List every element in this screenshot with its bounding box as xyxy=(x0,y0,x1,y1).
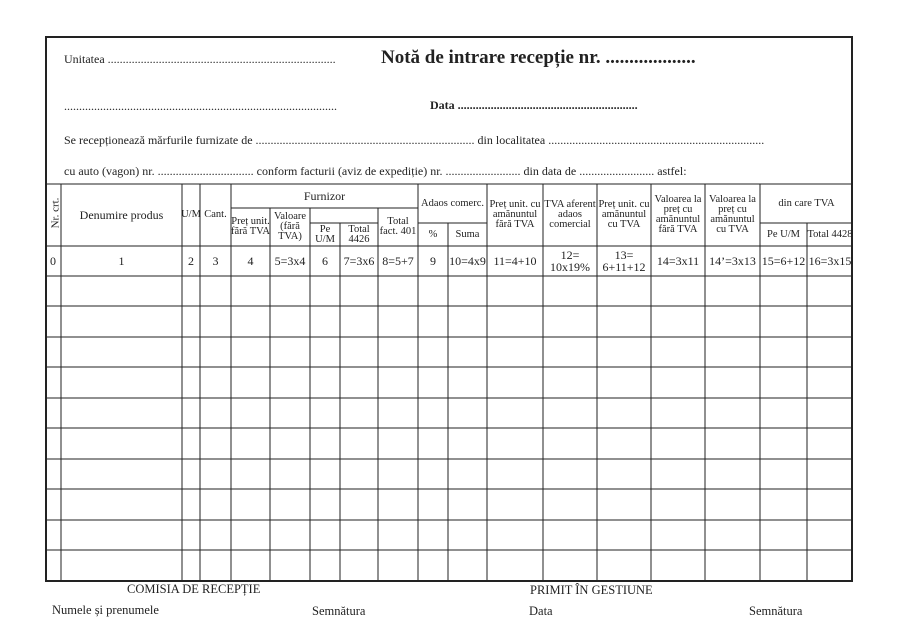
col-number-2: 2 xyxy=(188,254,194,268)
transport-line[interactable]: cu auto (vagon) nr. ................................ conform facturii (aviz de expediție) nr. ......................... din data de ......................... astfel: xyxy=(64,164,687,178)
col-val-cu-tva: Valoarea la preț cu amănuntul cu TVA xyxy=(709,194,756,235)
col-furnizor: Furnizor xyxy=(303,189,346,203)
col-denumire: Denumire produs xyxy=(79,208,164,222)
col-adaos: Adaos comerc. xyxy=(421,197,484,209)
col-number-17: 16=3x15 xyxy=(808,254,852,268)
col-number-12: 12= 10x19% xyxy=(550,248,590,274)
col-number-9: 9 xyxy=(430,254,436,268)
col-din-care-tva: din care TVA xyxy=(778,197,835,209)
col-adaos-suma: Suma xyxy=(455,228,480,240)
col-number-16: 15=6+12 xyxy=(761,254,806,268)
col-number-4: 4 xyxy=(247,254,254,268)
data-label: Data xyxy=(529,604,553,618)
col-number-10: 10=4x9 xyxy=(449,254,486,268)
col-number-6: 6 xyxy=(322,254,328,268)
col-val-fara-tva: Valoarea la preț cu amănuntul fără TVA xyxy=(654,194,702,235)
col-number-15: 14’=3x13 xyxy=(709,254,756,268)
col-adaos-pct: % xyxy=(428,228,438,240)
col-valoare-fara-tva: Valoare (fără TVA) xyxy=(273,211,307,242)
numele-label: Numele și prenumele xyxy=(52,603,159,617)
primit-label: PRIMIT ÎN GESTIUNE xyxy=(530,583,653,597)
col-tva-aferent: TVA aferent adaos comercial xyxy=(544,199,596,230)
col-pret-fara-tva: Preț unit. fără TVA xyxy=(231,216,270,237)
col-number-11: 11=4+10 xyxy=(493,254,537,268)
semnatura-gestiune-label: Semnătura xyxy=(749,604,803,618)
semnatura-comisie-label: Semnătura xyxy=(312,604,366,618)
col-cant: Cant. xyxy=(204,209,227,220)
col-number-14: 14=3x11 xyxy=(656,254,700,268)
date-field[interactable]: Data ............................................................ xyxy=(430,98,638,112)
col-number-7: 7=3x6 xyxy=(343,254,375,268)
col-total-4426: Total 4426 xyxy=(348,223,370,245)
col-pe-um: Pe U/M xyxy=(315,223,335,245)
supplier-line[interactable]: Se recepționează mărfurile furnizate de ......................................................................... din localitatea ........................................................................ xyxy=(64,133,765,147)
col-number-13: 13= 6+11+12 xyxy=(602,248,646,274)
col-number-3: 3 xyxy=(212,254,219,268)
col-total-fact: Total fact. 401 xyxy=(379,216,417,237)
unit-field[interactable]: Unitatea ............................................................................ xyxy=(64,52,336,66)
col-total-4428: Total 4428 xyxy=(807,228,853,240)
col-number-1: 1 xyxy=(118,254,125,268)
comisie-label: COMISIA DE RECEPȚIE xyxy=(127,582,261,596)
col-number-0: 0 xyxy=(50,254,56,268)
col-nr-crt: Nr. crt. xyxy=(49,197,62,229)
col-number-8: 8=5+7 xyxy=(382,254,414,268)
col-number-5: 5=3x4 xyxy=(274,254,306,268)
col-pret-am-cu-tva: Preț unit. cu amănuntul cu TVA xyxy=(598,199,650,230)
col-tva-pe-um: Pe U/M xyxy=(767,228,800,240)
col-pret-am-fara-tva: Preț unit. cu amănuntul fără TVA xyxy=(489,199,541,230)
page-title: Notă de intrare recepție nr. ................... xyxy=(381,47,696,68)
col-um: U/M xyxy=(181,209,201,220)
blank-line-field[interactable]: ........................................................................................... xyxy=(64,99,337,113)
